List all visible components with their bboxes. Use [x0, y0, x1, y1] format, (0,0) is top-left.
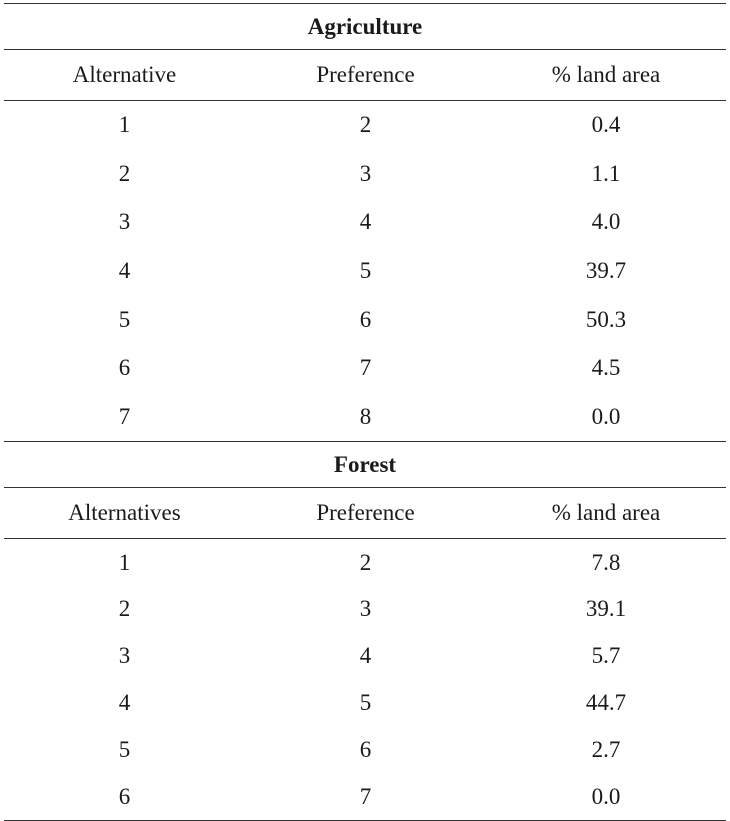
land-area-cell: 5.7: [591, 643, 621, 669]
land-area-cell: 50.3: [585, 306, 627, 332]
alternative-cell: 4: [118, 258, 131, 284]
table-row: [4, 539, 726, 586]
alternative-cell: 7: [118, 403, 131, 429]
table-row: [4, 393, 726, 442]
preference-cell: 3: [359, 596, 372, 622]
alternative-cell: 1: [118, 549, 131, 575]
land-area-cell: 4.0: [591, 209, 621, 235]
land-area-cell: 39.1: [585, 596, 627, 622]
land-area-cell: 0.0: [486, 773, 726, 820]
land-area-table-container: [4, 0, 726, 821]
land-area-cell: 39.7: [585, 258, 627, 284]
forest-section: [4, 442, 726, 821]
land-area-cell: 2.7: [591, 736, 621, 762]
alternative-cell: 2: [118, 596, 131, 622]
preference-cell: 5: [359, 689, 372, 715]
table-row: [4, 680, 726, 727]
agriculture-section: [4, 4, 726, 442]
preference-cell: 2: [359, 549, 372, 575]
preference-cell: 7: [245, 773, 486, 820]
table-row: [4, 295, 726, 344]
table-row: [4, 247, 726, 296]
preference-cell: 2: [359, 112, 372, 138]
table-row: [4, 101, 726, 150]
preference-cell: 6: [359, 306, 372, 332]
table-row: [4, 633, 726, 680]
land-area-cell: 7.8: [591, 549, 621, 575]
table-row: [4, 726, 726, 773]
land-area-cell: 0.4: [591, 112, 621, 138]
land-area-cell: 4.5: [591, 355, 621, 381]
section-title-row: [4, 4, 726, 50]
column-header-row: [4, 488, 726, 539]
alternative-cell: 5: [118, 736, 131, 762]
table-row: [4, 773, 726, 820]
alternative-cell: 1: [118, 112, 131, 138]
table-row: [4, 586, 726, 633]
alternative-cell: 4: [118, 689, 131, 715]
land-area-table: [4, 3, 726, 821]
land-area-cell: 44.7: [585, 689, 627, 715]
preference-cell: 6: [359, 736, 372, 762]
column-header-preference: Preference: [245, 488, 486, 539]
alternative-cell: 6: [4, 773, 245, 820]
alternative-cell: 5: [118, 306, 131, 332]
section-title-forest: Forest: [4, 442, 726, 488]
section-title-agriculture: Agriculture: [4, 4, 726, 50]
column-header-land-area: % land area: [486, 488, 726, 539]
preference-cell: 5: [359, 258, 372, 284]
table-row: [4, 150, 726, 199]
alternative-cell: 3: [118, 643, 131, 669]
preference-cell: 3: [359, 160, 372, 186]
table-row: [4, 344, 726, 393]
column-header-alternatives: Alternatives: [4, 488, 245, 539]
preference-cell: 4: [359, 643, 372, 669]
preference-cell: 8: [359, 403, 372, 429]
alternative-cell: 6: [118, 355, 131, 381]
column-header-land-area: % land area: [486, 50, 726, 101]
preference-cell: 4: [359, 209, 372, 235]
column-header-row: [4, 50, 726, 101]
preference-cell: 7: [359, 355, 372, 381]
land-area-cell: 0.0: [591, 403, 621, 429]
alternative-cell: 3: [118, 209, 131, 235]
section-title-row: [4, 442, 726, 488]
alternative-cell: 2: [118, 160, 131, 186]
table-row: [4, 198, 726, 247]
column-header-alternative: Alternative: [4, 50, 245, 101]
column-header-preference: Preference: [245, 50, 486, 101]
land-area-cell: 1.1: [591, 160, 621, 186]
